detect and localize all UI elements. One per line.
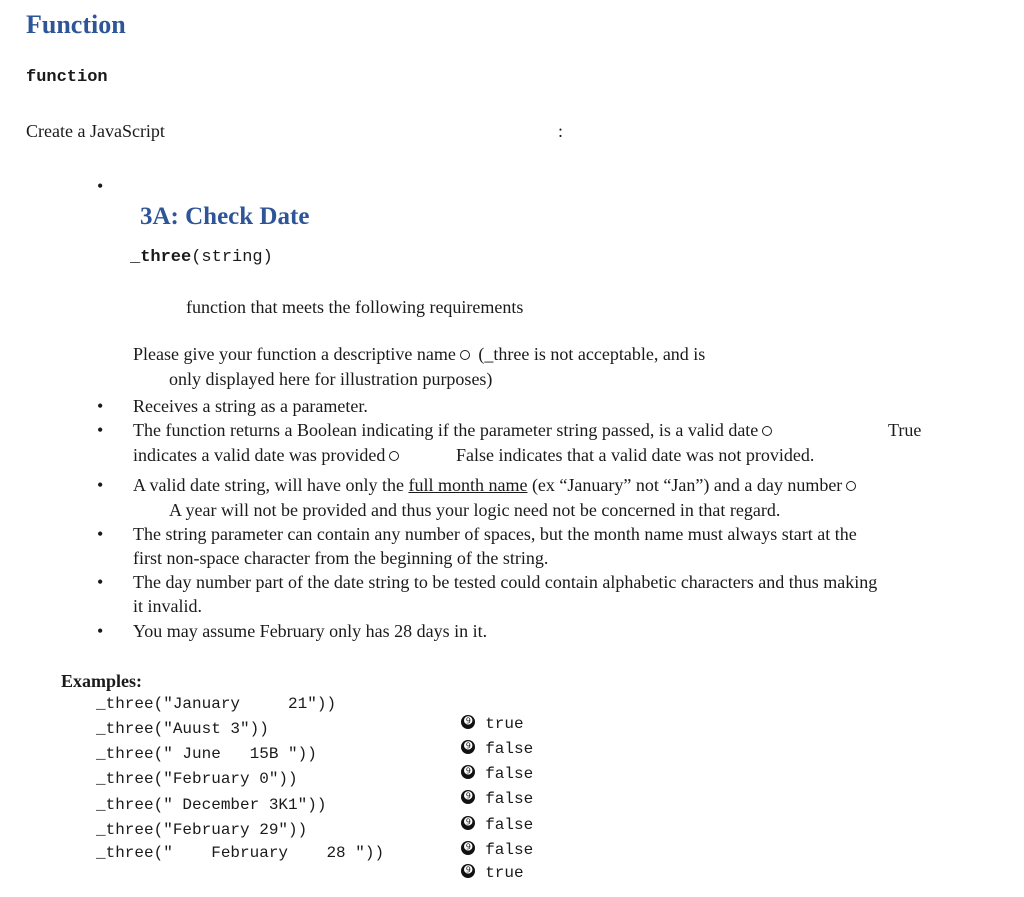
example-result: ➒ false — [442, 820, 533, 860]
section-heading: 3A: Check Date — [140, 203, 310, 230]
bullet-icon: • — [97, 176, 104, 196]
requirement-4-line-2: first non-space character from the beginning of the string. — [133, 548, 549, 568]
arrow-icon: ➒ — [461, 841, 475, 855]
example-code: _three(" June 15B ")) — [96, 745, 317, 763]
circle-bullet-icon — [460, 350, 470, 360]
requirement-2-false: False indicates that a valid date was not provided. — [456, 445, 815, 465]
intro-text: Create a JavaScript — [26, 121, 165, 141]
requirement-4-line-1: The string parameter can contain any number of spaces, but the month name must always start at the — [133, 524, 857, 544]
signature-underscore: _ — [130, 248, 141, 267]
example-code: _three("February 0")) — [96, 770, 298, 788]
example-code: _three(" December 3K1")) — [96, 796, 327, 814]
examples-label: Examples: — [61, 671, 142, 691]
arrow-icon: ➒ — [461, 715, 475, 729]
example-result: ➒ false — [442, 744, 533, 784]
example-result: ➒ true — [442, 694, 524, 734]
requirement-6: You may assume February only has 28 days in it. — [133, 621, 488, 641]
arrow-icon: ➒ — [461, 765, 475, 779]
requirement-3-line-2: A year will not be provided and thus your logic need not be concerned in that regard. — [169, 500, 781, 520]
circle-bullet-icon — [389, 451, 399, 461]
name-requirement-line-2: only displayed here for illustration purposes) — [169, 369, 493, 389]
requirement-5-line-1: The day number part of the date string to be tested could contain alphabetic characters and thus making — [133, 572, 878, 592]
bullet-icon: • — [97, 420, 104, 440]
requirement-2-line-2: indicates a valid date was provided — [133, 443, 403, 467]
bullet-icon: • — [97, 475, 104, 495]
example-result: ➒ true — [442, 843, 524, 883]
requirement-2-line-1: The function returns a Boolean indicating if the parameter string passed, is a valid date — [133, 418, 776, 442]
bullet-icon: • — [97, 572, 104, 592]
example-result: ➒ false — [442, 719, 533, 759]
example-result: ➒ false — [442, 795, 533, 835]
name-requirement-line-1: Please give your function a descriptive name (_three is not acceptable, and is — [133, 344, 706, 364]
full-month-name: full month name — [408, 475, 528, 495]
requirement-3-line-1: A valid date string, will have only the full month name (ex “January” not “Jan”) and a day number — [133, 473, 860, 497]
circle-bullet-icon — [762, 426, 772, 436]
bullet-icon: • — [97, 621, 104, 641]
example-code: _three(" February 28 ")) — [96, 844, 385, 862]
arrow-icon: ➒ — [461, 790, 475, 804]
signature-name: three — [140, 248, 192, 267]
arrow-icon: ➒ — [461, 816, 475, 830]
bullet-icon: • — [97, 396, 104, 416]
function-signature — [130, 248, 273, 267]
example-result: ➒ false — [442, 769, 533, 809]
requirement-5-line-2: it invalid. — [133, 596, 202, 616]
arrow-icon: ➒ — [461, 864, 475, 878]
requirement-2-true: True — [888, 420, 922, 440]
requirement-1: Receives a string as a parameter. — [133, 396, 368, 416]
arrow-icon: ➒ — [461, 740, 475, 754]
requirements-intro: function that meets the following requirements — [186, 297, 524, 317]
circle-bullet-icon — [846, 481, 856, 491]
intro-colon: : — [558, 121, 564, 141]
example-code: _three("February 29")) — [96, 821, 308, 839]
example-code: _three("January 21")) — [96, 695, 337, 713]
signature-args: (string) — [191, 248, 273, 267]
function-keyword: function — [26, 68, 108, 87]
example-code: _three("Auust 3")) — [96, 720, 269, 738]
bullet-icon: • — [97, 524, 104, 544]
page-title: Function — [26, 10, 126, 39]
